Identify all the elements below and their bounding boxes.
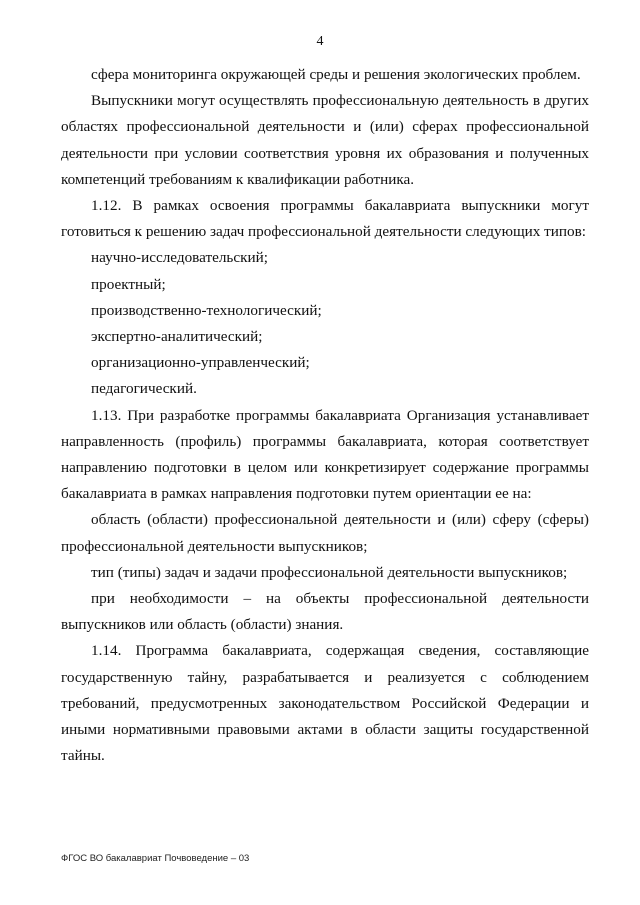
list-item: производственно-технологический; [91,301,322,319]
document-body [61,62,589,769]
paragraph: область (области) профессиональной деятельности и (или) сферу (сферы) профессиональной деятельности выпускников; [61,511,589,555]
paragraph: Выпускники могут осуществлять профессиональную деятельность в других областях профессиональной деятельности и (или) сферах профессиональной деятельности при условии соответствия уровня их образования и полученных компетенций требованиям к квалификации работника. [61,92,589,188]
paragraph: 1.12. В рамках освоения программы бакалавриата выпускники могут готовиться к решению задач профессиональной деятельности следующих типов: [61,197,589,241]
list-item: организационно-управленческий; [91,354,310,372]
paragraph: тип (типы) задач и задачи профессиональной деятельности выпускников; [91,563,568,581]
paragraph: сфера мониторинга окружающей среды и решения экологических проблем. [91,66,581,83]
paragraph: при необходимости – на объекты профессиональной деятельности выпускников или область (области) знания. [61,590,589,634]
list-item: педагогический. [91,380,197,398]
list-item: проектный; [91,275,166,293]
page-footer: ФГОС ВО бакалавриат Почвоведение – 03 [61,853,250,864]
page-number: 4 [316,34,324,49]
paragraph: 1.14. Программа бакалавриата, содержащая сведения, составляющие государственную тайну, разрабатывается и реализуется с соблюдением требований, предусмотренных законодательством Российской Федерации и иными нормативными правовыми актами в области защиты государственной тайны. [61,642,589,765]
paragraph: 1.13. При разработке программы бакалавриата Организация устанавливает направленность (профиль) программы бакалавриата, которая соответствует направлению подготовки в целом или конкретизирует содержание программы бакалавриата в рамках направления подготовки путем ориентации ее на: [61,406,589,503]
list-item: научно-исследовательский; [91,249,268,267]
list-item: экспертно-аналитический; [91,328,263,346]
